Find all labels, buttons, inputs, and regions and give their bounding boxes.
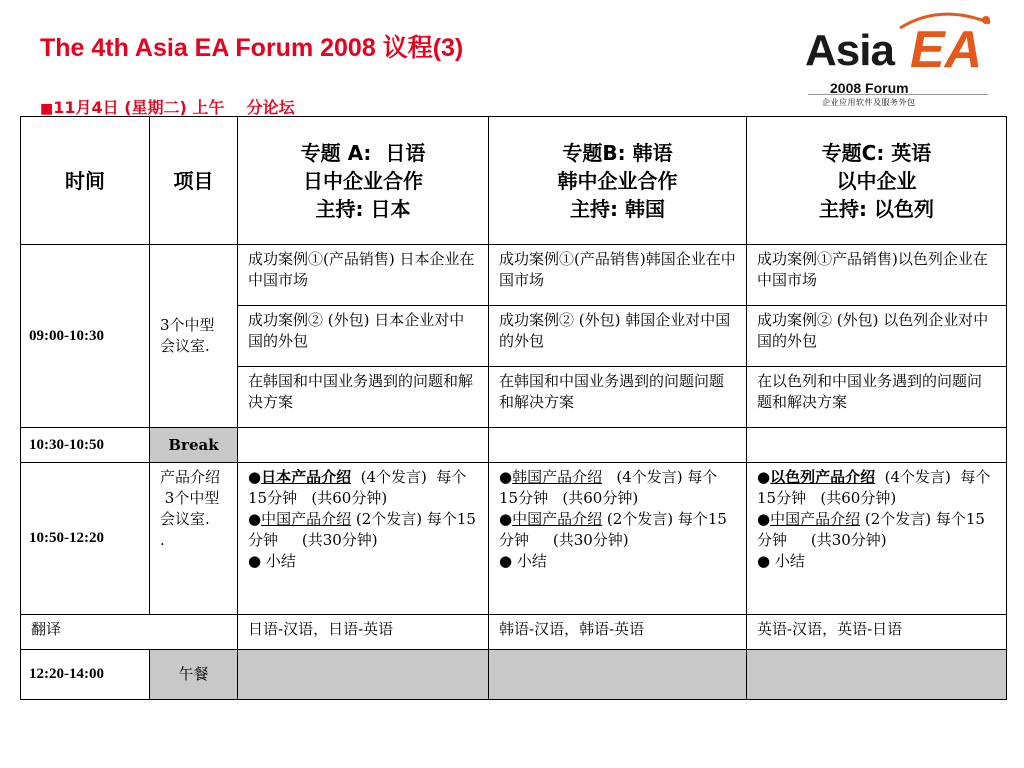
lunch-time: 12:20-14:00 (21, 650, 150, 700)
summary-item: ● 小结 (248, 552, 296, 570)
lunch-label: 午餐 (150, 650, 238, 700)
table-cell: 成功案例② (外包) 日本企业对中国的外包 (238, 306, 489, 367)
topic-b-subtitle: 韩中企业合作 (557, 168, 678, 193)
translation-label: 翻译 (21, 615, 238, 650)
session2-topic-b (489, 463, 747, 615)
square-bullet-icon: ■ (40, 101, 54, 117)
subtitle-text: 11月4日 (星期二) 上午 分论坛 (53, 98, 295, 117)
header-topic-c (747, 117, 1007, 245)
session-detail: (4个发言) 每个15分钟 (共60分钟) (499, 468, 718, 507)
topic-c-title: 专题C: 英语 (821, 140, 932, 165)
table-cell (489, 650, 747, 700)
session-detail: (2个发言) 每个15分钟 (共30分钟) (248, 510, 476, 549)
bullet-icon: ● (499, 468, 513, 486)
table-cell: 成功案例①产品销售)以色列企业在中国市场 (747, 245, 1007, 306)
header-topic-a (238, 117, 489, 245)
table-cell: 英语-汉语，英语-日语 (747, 615, 1007, 650)
topic-a-title: 专题 A: 日语 (300, 140, 426, 165)
product-intro-link[interactable]: 韩国产品介绍 (512, 468, 603, 486)
table-cell: 在以色列和中国业务遇到的问题问题和解决方案 (747, 367, 1007, 428)
session2-topic-a (238, 463, 489, 615)
table-cell: 成功案例② (外包) 韩国企业对中国的外包 (489, 306, 747, 367)
topic-a-subtitle: 日中企业合作 (303, 168, 423, 193)
session2-item-line: 产品介绍 (160, 468, 221, 486)
logo-tagline: 企业应用软件及服务外包 (822, 98, 916, 107)
session1-item: 3个中型会议室. (150, 245, 238, 428)
logo-asia-text: Asia (805, 26, 894, 75)
session2-topic-c (747, 463, 1007, 615)
bullet-icon: ● (248, 468, 262, 486)
topic-c-host: 主持: 以色列 (819, 196, 934, 221)
logo-forum-text: 2008 Forum (830, 80, 909, 96)
table-cell: 成功案例①(产品销售)韩国企业在中国市场 (489, 245, 747, 306)
table-cell (238, 428, 489, 463)
session-detail: (2个发言) 每个15分钟 (共30分钟) (499, 510, 727, 549)
china-product-intro-link[interactable]: 中国产品介绍 (261, 510, 352, 528)
lunch-row (21, 650, 1007, 700)
topic-b-title: 专题B: 韩语 (562, 140, 673, 165)
topic-b-host: 主持: 韩国 (570, 196, 665, 221)
slide-subtitle (40, 95, 295, 118)
topic-a-host: 主持: 日本 (315, 196, 411, 221)
table-cell: 成功案例② (外包) 以色列企业对中国的外包 (747, 306, 1007, 367)
agenda-table (20, 116, 1007, 700)
session2-item-line: 3个中型会议室. (160, 489, 220, 528)
break-time: 10:30-10:50 (21, 428, 150, 463)
asia-ea-forum-logo (800, 8, 1000, 108)
table-cell (747, 428, 1007, 463)
session2-item-line: . (160, 531, 165, 549)
table-cell (238, 650, 489, 700)
topic-c-subtitle: 以中企业 (836, 168, 917, 193)
session-detail: (4个发言) 每个15分钟 (共60分钟) (757, 468, 991, 507)
table-cell: 在韩国和中国业务遇到的问题和解决方案 (238, 367, 489, 428)
table-row (21, 463, 1007, 615)
table-cell (747, 650, 1007, 700)
logo-ea-text: EA (910, 21, 983, 79)
break-label: Break (150, 428, 238, 463)
summary-item: ● 小结 (757, 552, 805, 570)
table-cell: 成功案例①(产品销售) 日本企业在中国市场 (238, 245, 489, 306)
break-row (21, 428, 1007, 463)
bullet-icon: ● (757, 510, 771, 528)
session2-item (150, 463, 238, 615)
product-intro-link[interactable]: 日本产品介绍 (261, 468, 352, 486)
header-topic-b (489, 117, 747, 245)
bullet-icon: ● (757, 468, 771, 486)
summary-item: ● 小结 (499, 552, 547, 570)
slide-title: The 4th Asia EA Forum 2008 议程(3) (40, 34, 464, 62)
header-item: 项目 (150, 117, 238, 245)
bullet-icon: ● (499, 510, 513, 528)
china-product-intro-link[interactable]: 中国产品介绍 (512, 510, 603, 528)
session-detail: (2个发言) 每个15分钟 (共30分钟) (757, 510, 985, 549)
translation-row (21, 615, 1007, 650)
china-product-intro-link[interactable]: 中国产品介绍 (770, 510, 861, 528)
table-cell: 日语-汉语，日语-英语 (238, 615, 489, 650)
table-cell: 韩语-汉语，韩语-英语 (489, 615, 747, 650)
header-time: 时间 (21, 117, 150, 245)
session1-time: 09:00-10:30 (21, 245, 150, 428)
session2-time: 10:50-12:20 (21, 463, 150, 615)
product-intro-link[interactable]: 以色列产品介绍 (770, 468, 876, 486)
bullet-icon: ● (248, 510, 262, 528)
session-detail: (4个发言) 每个15分钟 (共60分钟) (248, 468, 467, 507)
table-cell (489, 428, 747, 463)
table-row (21, 245, 1007, 306)
header-row (21, 117, 1007, 245)
table-cell: 在韩国和中国业务遇到的问题问题和解决方案 (489, 367, 747, 428)
